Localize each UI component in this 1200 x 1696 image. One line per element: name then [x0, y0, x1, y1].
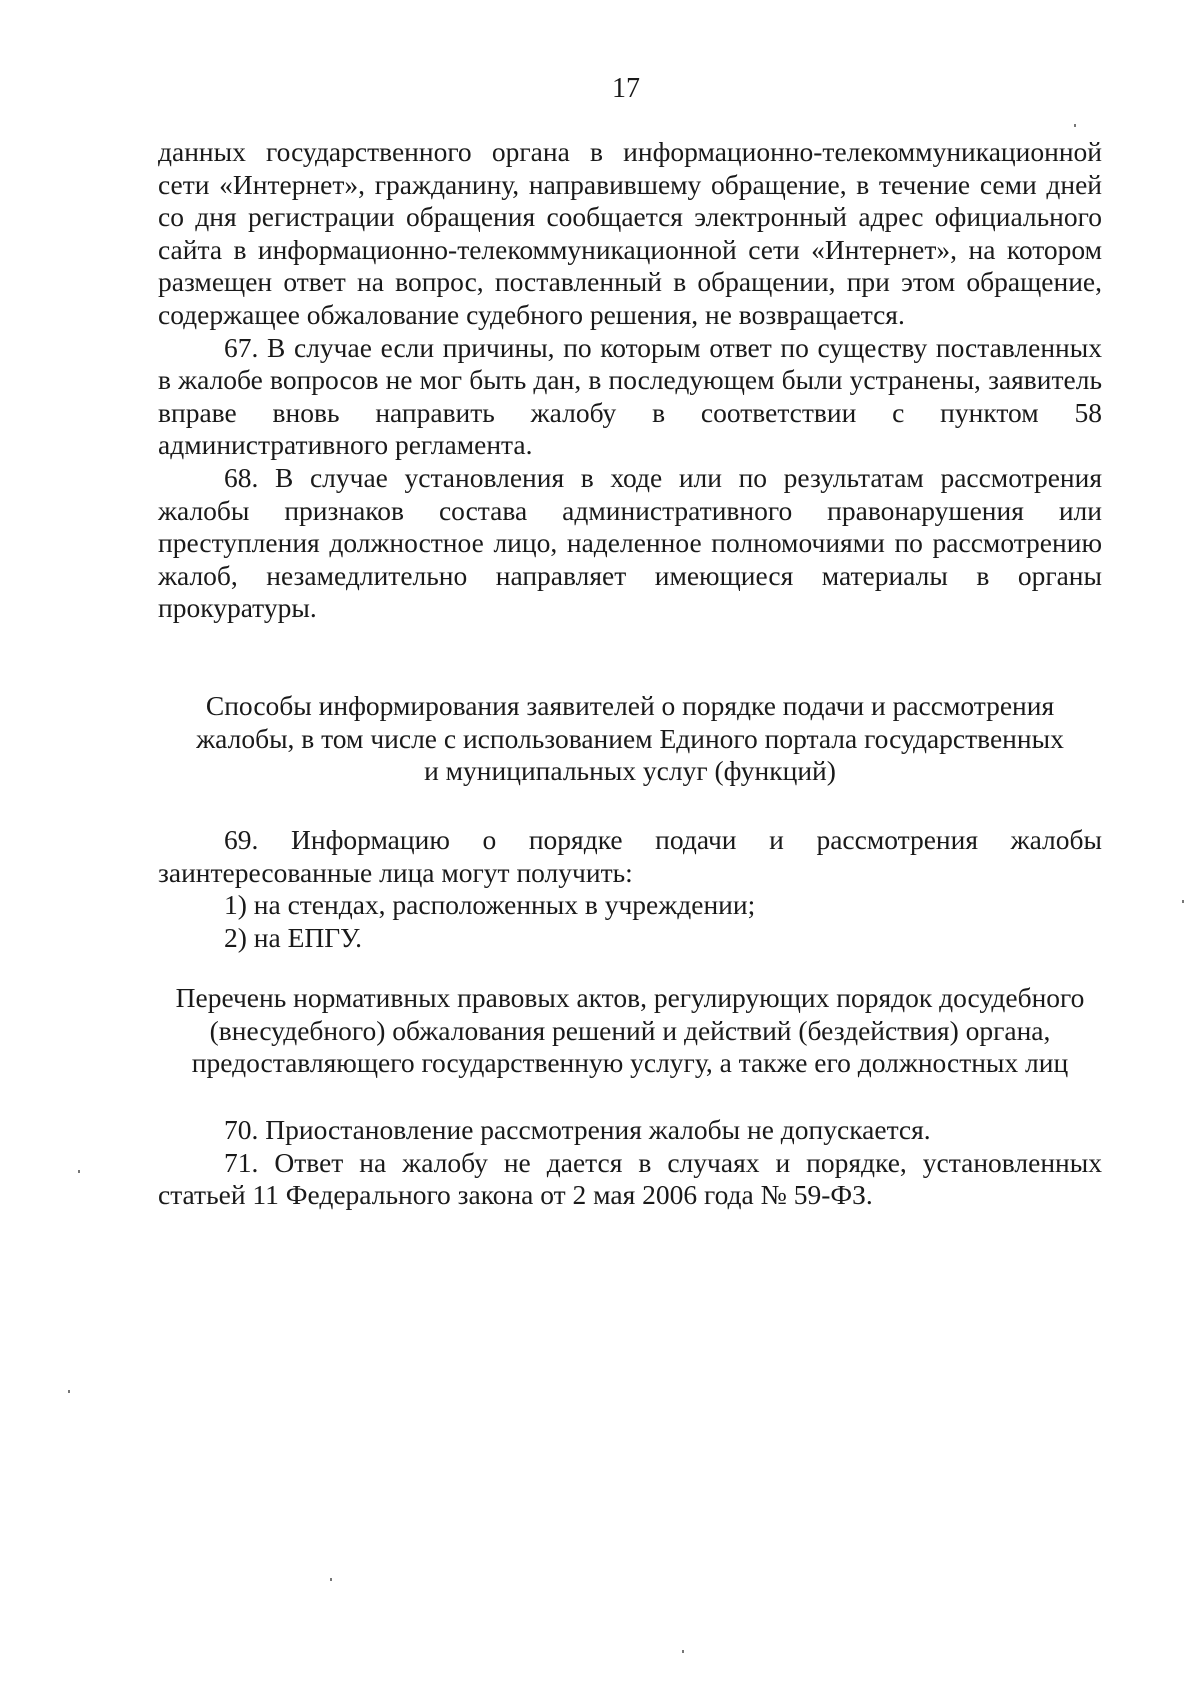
list-item: 1) на стендах, расположенных в учреждении; [224, 889, 756, 921]
page-number: 17 [612, 73, 640, 104]
paragraph-71: 71. Ответ на жалобу не дается в случаях и порядке, установленных статьей 11 Федерального закона от 2 мая 2006 года № 59-ФЗ. [158, 1146, 1102, 1211]
heading-line: Перечень нормативных правовых актов, регулирующих порядок досудебного [175, 982, 1085, 1013]
scan-speck [78, 1170, 80, 1173]
list-item: 2) на ЕПГУ. [224, 921, 362, 953]
scan-speck [330, 1578, 332, 1581]
paragraph-70: 70. Приостановление рассмотрения жалобы не допускается. [224, 1114, 931, 1145]
paragraph-68: 68. В случае установления в ходе или по результатам рассмотрения жалобы признаков состава административного правонарушения или преступления должностное лицо, наделенное полномочиями по рассмотрению жалоб, незамедлительно направляет имеющиеся материалы в органы прокуратуры. [158, 461, 1102, 624]
text-block-bottom [158, 1114, 1102, 1212]
paragraph-67: 67. В случае если причины, по которым ответ по существу поставленных в жалобе вопросов не мог быть дан, в последующем были устранены, заявитель вправе вновь направить жалобу в соответствии с пунктом 58 административного регламента. [158, 331, 1102, 461]
heading-line: и муниципальных услуг (функций) [424, 755, 836, 787]
paragraph-69: 69. Информацию о порядке подачи и рассмотрения жалобы заинтересованные лица могут получить: [158, 824, 1102, 888]
heading-line: (внесудебного) обжалования решений и действий (бездействия) органа, [209, 1014, 1051, 1046]
heading-line: предоставляющего государственную услугу, а также его должностных лиц [191, 1047, 1069, 1079]
scan-speck [682, 1650, 684, 1653]
section-heading-legal-acts [158, 982, 1102, 1080]
heading-line: жалобы, в том числе с использованием Единого портала государственных [196, 722, 1064, 754]
text-block-top [158, 136, 1102, 625]
text-block-middle [158, 824, 1102, 954]
heading-line: Способы информирования заявителей о порядке подачи и рассмотрения [205, 690, 1055, 721]
scan-speck [1074, 124, 1076, 127]
scan-speck [68, 1390, 70, 1393]
scan-speck [1182, 900, 1184, 903]
section-heading-complaint-info [158, 690, 1102, 788]
paragraph-66-continuation: данных государственного органа в информационно-телекоммуникационной сети «Интернет», гражданину, направившему обращение, в течение семи дней со дня регистрации обращения сообщается электронный адрес официального сайта в информационно-телекоммуникационной сети «Интернет», на котором размещен ответ на вопрос, поставленный в обращении, при этом обращение, содержащее обжалование судебного решения, не возвращается. [158, 136, 1102, 330]
